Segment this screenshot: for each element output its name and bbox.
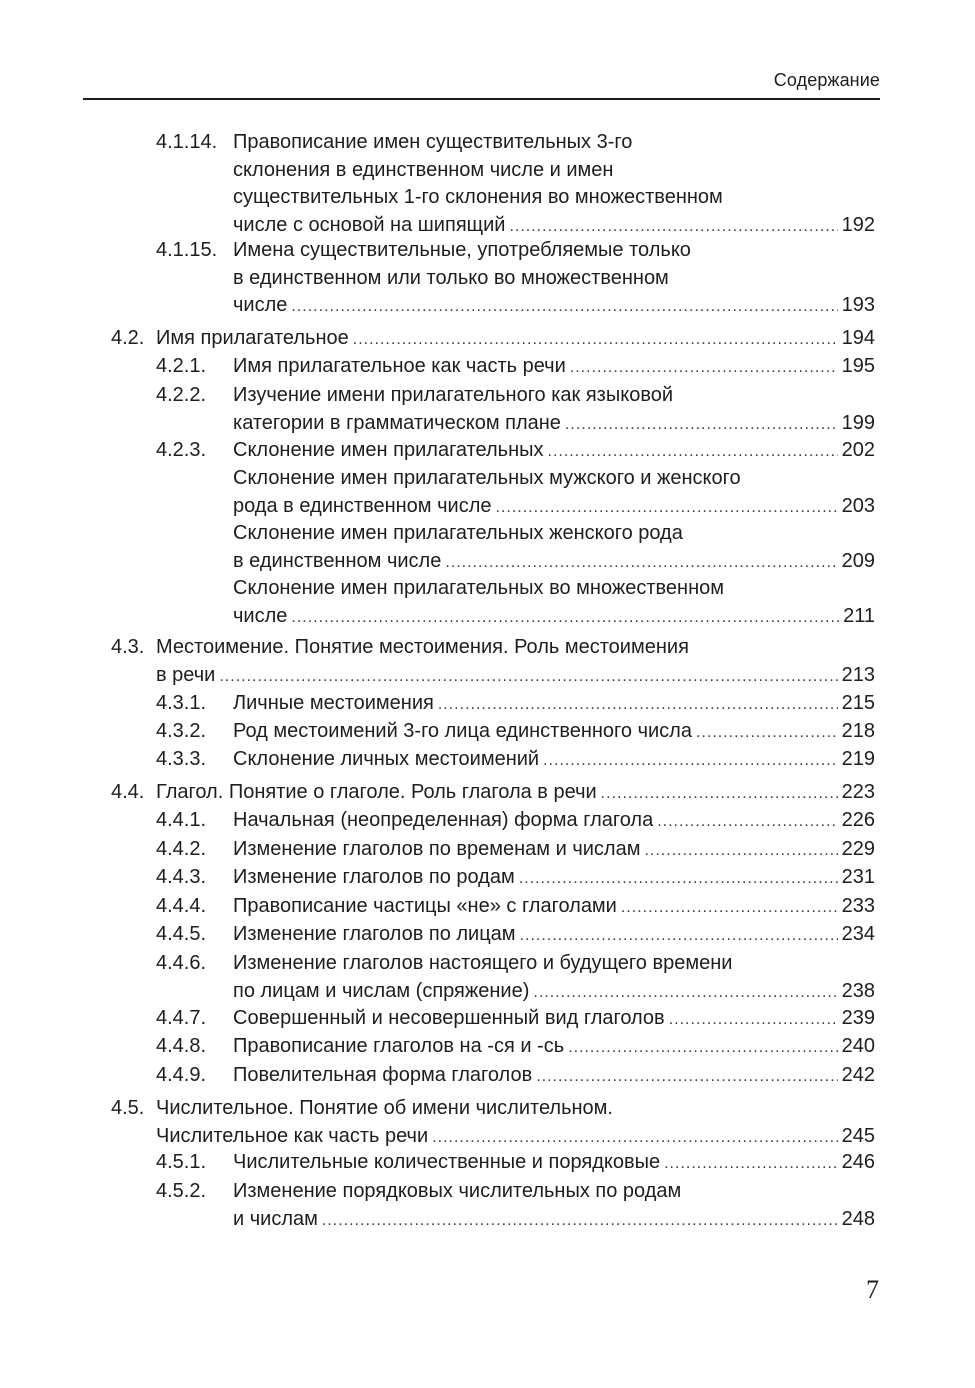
toc-entry-page: 240 xyxy=(841,1035,875,1057)
toc-entry-leader-line xyxy=(233,721,875,741)
toc-entry-number: 4.4.6. xyxy=(156,952,207,974)
toc-entry-page: 194 xyxy=(841,327,875,349)
toc-entry-title-line: Имена существительные, употребляемые только xyxy=(233,239,691,261)
toc-entry-leader-line xyxy=(156,1126,875,1146)
toc-entry-title-line: Склонение имен прилагательных во множественном xyxy=(233,577,724,599)
toc-entry-page: 213 xyxy=(841,663,875,686)
toc-entry-number: 4.2.3. xyxy=(156,439,207,461)
page-number: 7 xyxy=(866,1275,879,1304)
toc-entry-title: и числам xyxy=(233,1207,318,1230)
toc-entry-title: Изменение глаголов по временам и числам xyxy=(233,838,641,860)
toc-entry-leader-line xyxy=(233,867,875,887)
toc-entry-leader-line xyxy=(233,551,875,571)
toc-entry-page: 192 xyxy=(841,213,875,236)
toc-entry-leader-line xyxy=(233,1065,875,1085)
toc-entry-title: Склонение личных местоимений xyxy=(233,748,540,770)
toc-entry-number: 4.4.3. xyxy=(156,866,207,888)
toc-entry-number: 4.4.5. xyxy=(156,923,207,945)
toc-entry-leader-line xyxy=(233,1152,875,1172)
toc-entry-leader-line xyxy=(233,413,875,433)
toc-entry-title: Начальная (неопределенная) форма глагола xyxy=(233,809,654,831)
toc-entry-title: Имя прилагательное как часть речи xyxy=(233,355,566,377)
toc-entry-leader-line xyxy=(233,981,875,1001)
toc-entry-title: Глагол. Понятие о глаголе. Роль глагола в речи xyxy=(156,781,597,803)
toc-entry-title: в единственном числе xyxy=(233,549,442,572)
toc-entry-leader-line xyxy=(233,896,875,916)
toc-entry-number: 4.1.15. xyxy=(156,239,218,261)
toc-entry-number: 4.4.9. xyxy=(156,1064,207,1086)
toc-entry-title-line: склонения в единственном числе и имен xyxy=(233,158,614,181)
toc-entry-leader-line xyxy=(156,328,875,348)
toc-entry-number: 4.5. xyxy=(111,1097,145,1119)
toc-entry-title: Изменение глаголов по лицам xyxy=(233,923,516,945)
dot-leader xyxy=(696,723,838,743)
toc-entry-leader-line xyxy=(233,215,875,235)
toc-entry-title: числе с основой на шипящий xyxy=(233,213,506,236)
toc-entry-page: 199 xyxy=(841,411,875,434)
toc-entry-leader-line xyxy=(233,924,875,944)
dot-leader xyxy=(601,784,838,804)
toc-entry-number: 4.3.2. xyxy=(156,720,207,742)
dot-leader xyxy=(520,926,838,946)
toc-entry-page: 202 xyxy=(841,439,875,461)
toc-entry-title: Личные местоимения xyxy=(233,692,434,714)
dot-leader xyxy=(536,1067,837,1087)
dot-leader xyxy=(565,415,838,435)
toc-entry-title: Числительные количественные и порядковые xyxy=(233,1151,661,1173)
toc-entry-title: категории в грамматическом плане xyxy=(233,411,561,434)
toc-entry-title: Повелительная форма глаголов xyxy=(233,1064,533,1086)
toc-entry-page: 234 xyxy=(841,923,875,945)
toc-entry-leader-line xyxy=(233,749,875,769)
dot-leader xyxy=(432,1128,837,1148)
toc-entry-title-line: Местоимение. Понятие местоимения. Роль местоимения xyxy=(156,636,689,658)
dot-leader xyxy=(669,1010,838,1030)
dot-leader xyxy=(291,297,837,317)
dot-leader xyxy=(291,608,839,628)
toc-entry-number: 4.4. xyxy=(111,781,145,803)
toc-entry-number: 4.2. xyxy=(111,327,145,349)
toc-entry-leader-line xyxy=(233,496,875,516)
toc-entry-page: 219 xyxy=(841,748,875,770)
toc-entry-page: 246 xyxy=(841,1151,875,1173)
toc-entry-number: 4.3.3. xyxy=(156,748,207,770)
toc-entry-page: 226 xyxy=(841,809,875,831)
toc-entry-page: 229 xyxy=(841,838,875,860)
toc-entry-page: 231 xyxy=(841,866,875,888)
toc-entry-title-line: Склонение имен прилагательных мужского и женского xyxy=(233,467,741,489)
toc-entry-title-line: в единственном или только во множественном xyxy=(233,266,669,289)
dot-leader xyxy=(353,330,838,350)
toc-entry-title: рода в единственном числе xyxy=(233,494,492,517)
toc-entry-leader-line xyxy=(233,1036,875,1056)
toc-entry-title-line: существительных 1-го склонения во множественном xyxy=(233,186,723,208)
dot-leader xyxy=(533,983,837,1003)
toc-entry-number: 4.5.1. xyxy=(156,1151,207,1173)
toc-entry-number: 4.4.8. xyxy=(156,1035,207,1057)
toc-entry-title: Правописание частицы «не» с глаголами xyxy=(233,895,617,917)
toc-entry-title: числе xyxy=(233,294,288,316)
toc-entry-title: Изменение глаголов по родам xyxy=(233,866,515,888)
toc-entry-number: 4.3.1. xyxy=(156,692,207,714)
toc-entry-title: по лицам и числам (спряжение) xyxy=(233,979,530,1002)
toc-entry-number: 4.5.2. xyxy=(156,1180,207,1202)
toc-entry-page: 238 xyxy=(841,979,875,1002)
toc-entry-title: Род местоимений 3-го лица единственного числа xyxy=(233,720,692,742)
dot-leader xyxy=(219,667,837,687)
toc-entry-number: 4.3. xyxy=(111,636,145,658)
dot-leader xyxy=(438,695,838,715)
toc-entry-title: Числительное как часть речи xyxy=(156,1124,429,1147)
toc-entry-page: 215 xyxy=(841,692,875,714)
toc-entry-leader-line xyxy=(233,295,875,315)
toc-entry-page: 245 xyxy=(841,1124,875,1147)
toc-entry-leader-line xyxy=(233,1008,875,1028)
toc-entry-page: 239 xyxy=(841,1007,875,1029)
toc-entry-title: Имя прилагательное xyxy=(156,327,349,349)
toc-entry-title: Склонение имен прилагательных xyxy=(233,439,544,461)
dot-leader xyxy=(543,751,838,771)
dot-leader xyxy=(509,217,837,237)
toc-entry-number: 4.4.2. xyxy=(156,838,207,860)
toc-entry-page: 203 xyxy=(841,494,875,517)
dot-leader xyxy=(519,869,838,889)
toc-entry-number: 4.1.14. xyxy=(156,131,218,153)
toc-entry-title-line: Изучение имени прилагательного как языковой xyxy=(233,384,674,406)
toc-entry-number: 4.4.1. xyxy=(156,809,207,831)
toc-entry-number: 4.4.4. xyxy=(156,895,207,917)
toc-entry-page: 223 xyxy=(841,781,875,803)
toc-entry-page: 211 xyxy=(843,604,875,627)
toc-entry-title: в речи xyxy=(156,663,216,686)
toc-entry-leader-line xyxy=(233,839,875,859)
toc-entry-page: 218 xyxy=(841,720,875,742)
running-header xyxy=(83,68,880,100)
toc-entry-title: числе xyxy=(233,604,288,627)
dot-leader xyxy=(644,841,837,861)
toc-entry-leader-line xyxy=(233,810,875,830)
toc-entry-page: 233 xyxy=(841,895,875,917)
toc-entry-page: 193 xyxy=(841,294,875,316)
toc-entry-number: 4.2.2. xyxy=(156,384,207,406)
dot-leader xyxy=(621,898,838,918)
dot-leader xyxy=(322,1211,838,1231)
toc-entry-page: 195 xyxy=(841,355,875,377)
dot-leader xyxy=(664,1154,838,1174)
toc-entry-leader-line xyxy=(233,356,875,376)
toc-entry-page: 209 xyxy=(841,549,875,572)
toc-entry-title-line: Склонение имен прилагательных женского рода xyxy=(233,522,683,544)
toc-entry-leader-line xyxy=(233,1209,875,1229)
dot-leader xyxy=(548,442,838,462)
toc-entry-page: 242 xyxy=(841,1064,875,1086)
toc-entry-leader-line xyxy=(156,665,875,685)
toc-entry-leader-line xyxy=(156,782,875,802)
toc-entry-title-line: Изменение глаголов настоящего и будущего времени xyxy=(233,952,733,974)
dot-leader xyxy=(445,553,837,573)
toc-entry-leader-line xyxy=(233,693,875,713)
toc-entry-number: 4.4.7. xyxy=(156,1007,207,1029)
dot-leader xyxy=(568,1038,837,1058)
toc-entry-title: Правописание глаголов на -ся и -сь xyxy=(233,1035,565,1057)
header-title: Содержание xyxy=(773,70,880,90)
toc-entry-title-line: Числительное. Понятие об имени числительном. xyxy=(156,1097,613,1119)
toc-entry-title: Совершенный и несовершенный вид глаголов xyxy=(233,1007,665,1029)
toc-entry-title-line: Изменение порядковых числительных по родам xyxy=(233,1180,682,1202)
dot-leader xyxy=(657,812,837,832)
toc-entry-leader-line xyxy=(233,606,875,626)
toc-entry-page: 248 xyxy=(841,1207,875,1230)
dot-leader xyxy=(570,358,838,378)
toc-entry-title-line: Правописание имен существительных 3-го xyxy=(233,131,633,153)
toc-entry-number: 4.2.1. xyxy=(156,355,207,377)
dot-leader xyxy=(496,498,838,518)
toc-entry-leader-line xyxy=(233,440,875,460)
